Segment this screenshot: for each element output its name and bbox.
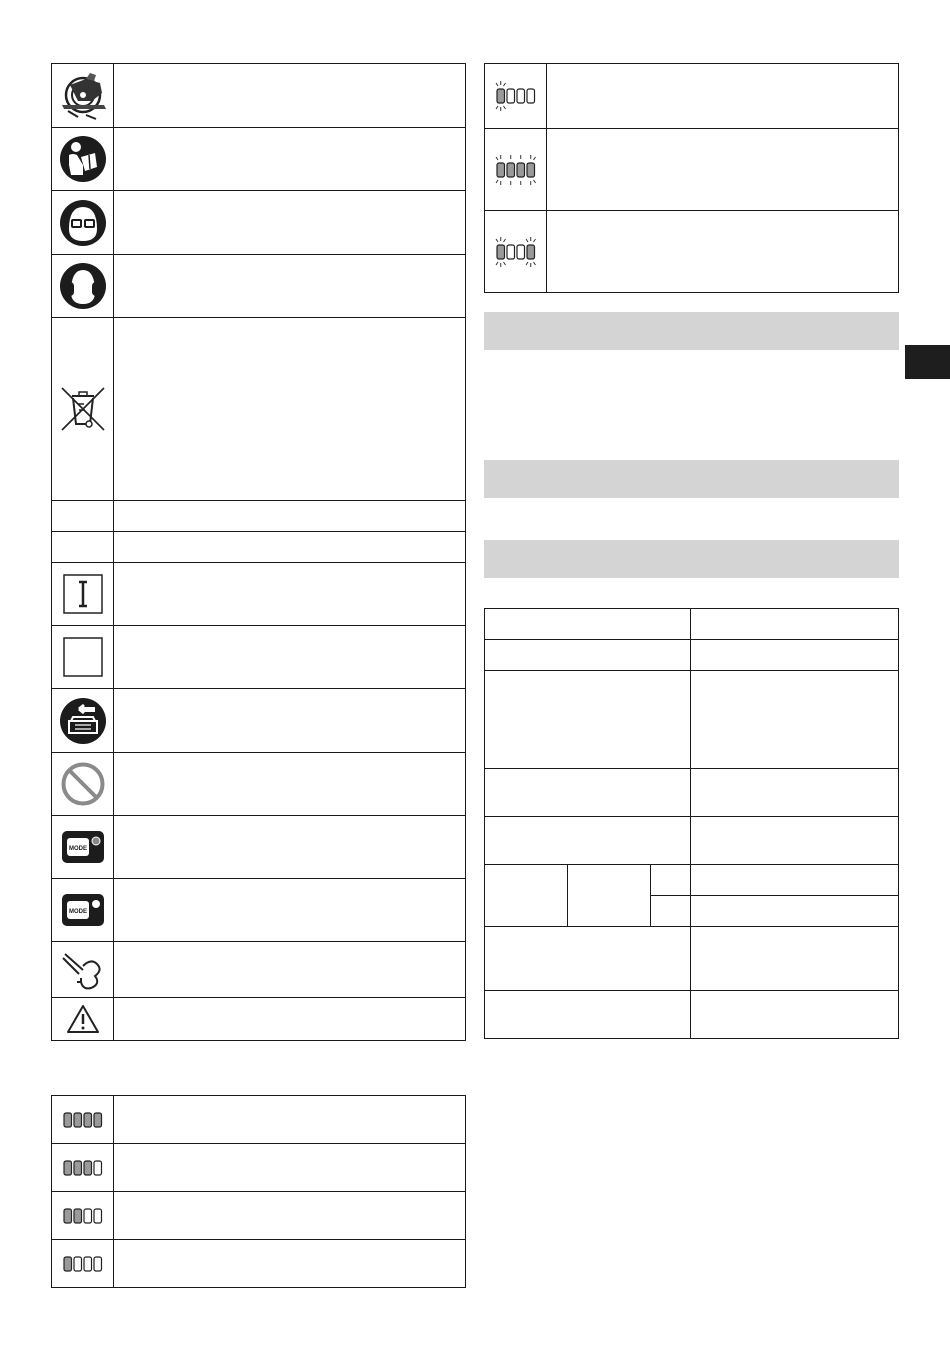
symbol-description: [114, 191, 466, 255]
symbol-cell: [52, 879, 114, 942]
section-heading-bar: [484, 460, 899, 498]
blink-description: [547, 129, 899, 211]
blink-cell: [485, 129, 547, 211]
symbol-description: [114, 689, 466, 753]
spec-label-cell: [485, 991, 691, 1039]
battery-description: [114, 1096, 466, 1144]
symbol-cell: [52, 191, 114, 255]
symbol-description: [114, 318, 466, 501]
symbol-description: [114, 255, 466, 318]
battery-cell: [52, 1192, 114, 1240]
spec-value-cell: [691, 865, 899, 896]
symbol-description: [114, 753, 466, 816]
crossed-bin-icon: [58, 384, 108, 434]
symbol-description: [114, 64, 466, 128]
symbol-cell: [52, 563, 114, 626]
section-heading-bar: [484, 540, 899, 578]
mode-lamp-off-icon: [61, 893, 105, 927]
battery-cell: [52, 1096, 114, 1144]
spec-value-cell: [691, 927, 899, 991]
battery-all-blink-icon: [494, 153, 538, 187]
battery-description: [114, 1192, 466, 1240]
battery-description: [114, 1240, 466, 1288]
symbol-cell: [52, 753, 114, 816]
spec-label-cell: [485, 865, 568, 927]
symbol-cell: [52, 816, 114, 879]
remove-battery-icon: [59, 697, 107, 745]
battery-2-bars-icon: [63, 1206, 103, 1226]
spec-value-cell: [691, 671, 899, 769]
symbol-cell: [52, 532, 114, 563]
battery-description: [114, 1144, 466, 1192]
page-edge-tab: [905, 345, 950, 379]
symbol-cell: [52, 626, 114, 689]
symbol-cell: [52, 689, 114, 753]
symbol-description: [114, 879, 466, 942]
spec-value-cell: [691, 769, 899, 817]
spec-value-cell: [691, 817, 899, 865]
empty-square-icon: [63, 637, 103, 677]
battery-cell: [52, 1144, 114, 1192]
prohibited-icon: [60, 761, 106, 807]
battery-blink-table: [484, 63, 899, 293]
read-manual-icon: [59, 135, 107, 183]
mode-lamp-on-icon: [61, 830, 105, 864]
symbol-cell: [52, 318, 114, 501]
symbol-cell: [52, 942, 114, 998]
spec-label-cell: [485, 817, 691, 865]
battery-ends-blink-icon: [494, 235, 538, 269]
warning-triangle-icon: [66, 1004, 100, 1034]
spec-label-cell: [650, 896, 691, 927]
spec-label-cell: [650, 865, 691, 896]
spec-label-cell: [567, 865, 650, 927]
spec-label-cell: [485, 640, 691, 671]
specification-table: [484, 608, 899, 1039]
symbol-cell: [52, 255, 114, 318]
class-one-icon: [63, 574, 103, 614]
symbol-description: [114, 942, 466, 998]
spec-label-cell: [485, 769, 691, 817]
svg-text:MODE: MODE: [68, 909, 87, 915]
symbol-description: [114, 532, 466, 563]
spec-value-cell: [691, 609, 899, 640]
symbol-description: [114, 128, 466, 191]
svg-text:MODE: MODE: [68, 846, 87, 852]
circular-saw-icon: [56, 71, 110, 121]
symbol-cell: [52, 128, 114, 191]
safety-glasses-icon: [59, 199, 107, 247]
spec-label-cell: [485, 927, 691, 991]
spec-label-cell: [485, 609, 691, 640]
spec-value-cell: [691, 991, 899, 1039]
battery-cell: [52, 1240, 114, 1288]
battery-1-bar-icon: [63, 1254, 103, 1274]
symbol-description: [114, 563, 466, 626]
blink-cell: [485, 211, 547, 293]
section-heading-bar: [484, 312, 899, 350]
battery-3-bars-icon: [63, 1158, 103, 1178]
spec-value-cell: [691, 640, 899, 671]
kickback-icon: [61, 948, 105, 992]
symbol-table: [51, 63, 466, 1041]
spec-label-cell: [485, 671, 691, 769]
symbol-cell: [52, 998, 114, 1041]
symbol-cell: [52, 501, 114, 532]
ear-protection-icon: [59, 262, 107, 310]
symbol-description: [114, 998, 466, 1041]
blink-description: [547, 64, 899, 129]
blink-description: [547, 211, 899, 293]
blink-cell: [485, 64, 547, 129]
battery-4-bars-icon: [63, 1110, 103, 1130]
symbol-description: [114, 501, 466, 532]
battery-first-blink-icon: [494, 79, 538, 113]
symbol-cell: [52, 64, 114, 128]
battery-level-table: [51, 1095, 466, 1288]
symbol-description: [114, 816, 466, 879]
symbol-description: [114, 626, 466, 689]
spec-value-cell: [691, 896, 899, 927]
